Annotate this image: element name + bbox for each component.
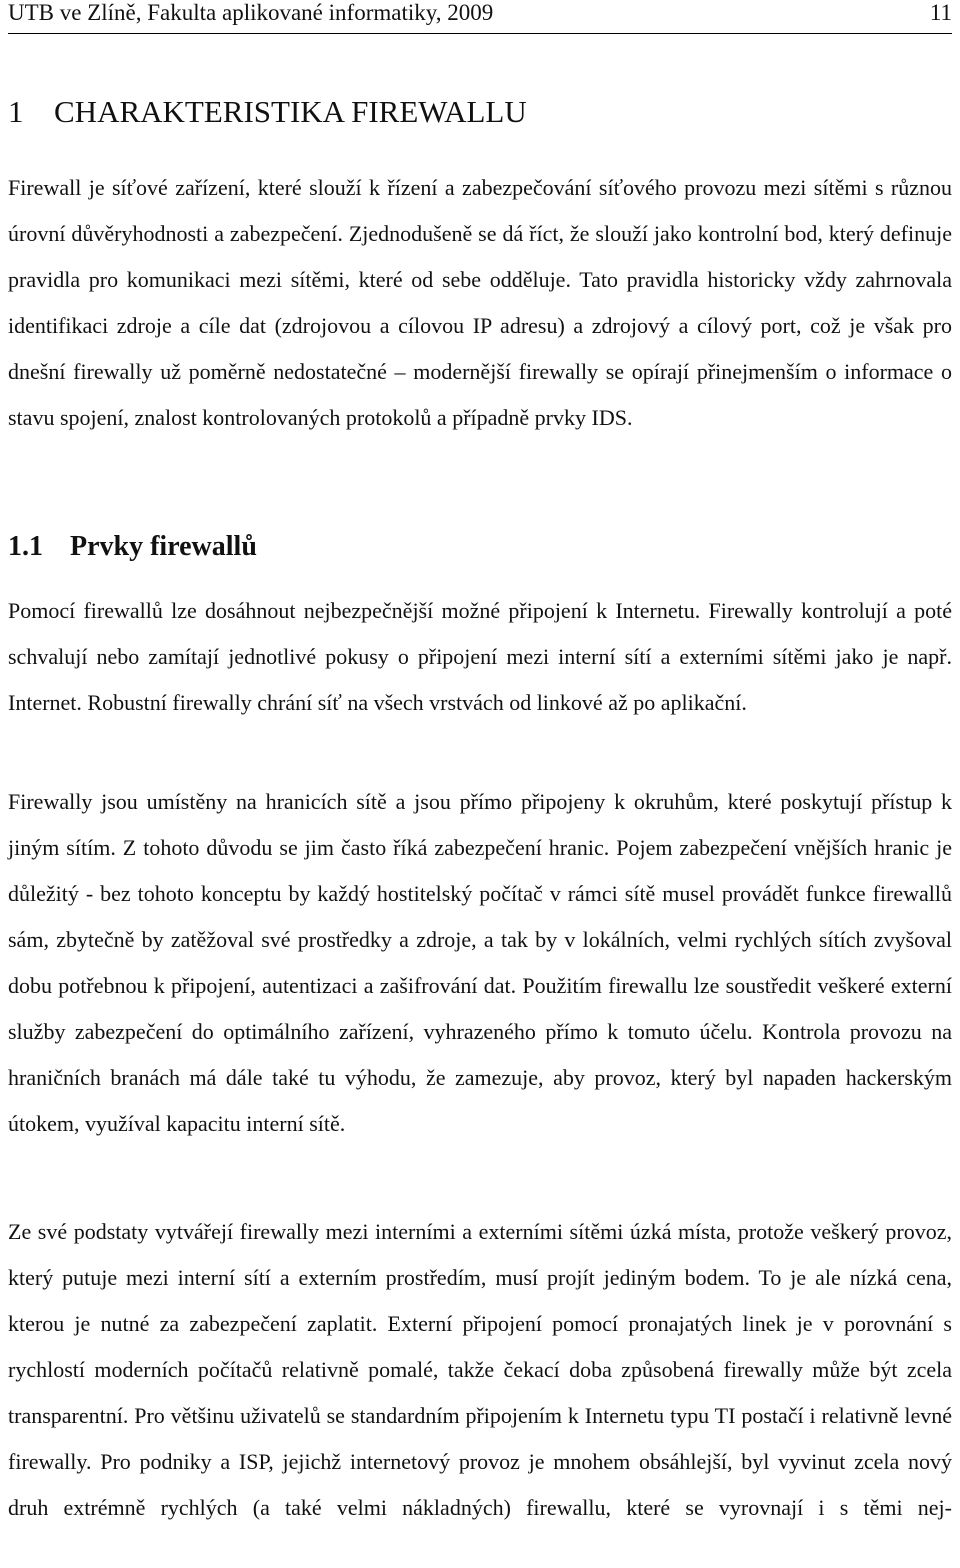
chapter-heading bbox=[8, 94, 527, 130]
section-title: Prvky firewallů bbox=[70, 531, 257, 562]
running-header bbox=[8, 0, 952, 30]
paragraph-intro: Firewall je síťové zařízení, které slouží k řízení a zabezpečování síťového provozu mezi sítěmi s různou úrovní důvěryhodnosti a zabezpečení. Zjednodušeně se dá říct, že slouží jako kontrolní bod, který definuje pravidla pro komunikaci mezi sítěmi, které od sebe odděluje. Tato pravidla historicky vždy zahrnovala identifikaci zdroje a cíle dat (zdrojovou a cílovou IP adresu) a zdrojový a cílový port, což je však pro dnešní firewally už poměrně nedostatečné – modernější firewally se opírají přinejmenším o informace o stavu spojení, znalost kontrolovaných protokolů a případně prvky IDS. bbox=[8, 175, 952, 430]
paragraph-perimeter-security: Firewally jsou umístěny na hranicích sítě a jsou přímo připojeny k okruhům, které poskytují přístup k jiným sítím. Z tohoto důvodu se jim často říká zabezpečení hranic. Pojem zabezpečení vnějších hranic je důležitý - bez tohoto konceptu by každý hostitelský počítač v rámci sítě musel provádět funkce firewallů sám, zbytečně by zatěžoval své prostředky a zdroje, a tak by v lokálních, velmi rychlých sítích zvyšoval dobu potřebnou k připojení, autentizaci a zašifrování dat. Použitím firewallu lze soustředit veškeré externí služby zabezpečení do optimálního zařízení, vyhrazeného přímo k tomuto účelu. Kontrola provozu na hraničních branách má dále také tu výhodu, že zamezuje, aby provoz, který byl napaden hackerským útokem, využíval kapacitu interní sítě. bbox=[8, 789, 952, 1136]
chapter-title: CHARAKTERISTIKA FIREWALLU bbox=[54, 94, 527, 129]
page-number: 11 bbox=[929, 0, 952, 25]
paragraph-firewall-elements: Pomocí firewallů lze dosáhnout nejbezpečnější možné připojení k Internetu. Firewally kontrolují a poté schvalují nebo zamítají jednotlivé pokusy o připojení mezi interní sítí a externími sítěmi jako je např. Internet. Robustní firewally chrání síť na všech vrstvách od linkové až po aplikační. bbox=[8, 598, 952, 715]
chapter-number: 1 bbox=[8, 94, 24, 129]
paragraph-bottlenecks: Ze své podstaty vytvářejí firewally mezi interními a externími sítěmi úzká místa, protože veškerý provoz, který putuje mezi interní sítí a externím prostředím, musí projít jediným bodem. To je ale nízká cena, kterou je nutné za zabezpečení zaplatit. Externí připojení pomocí pronajatých linek je v porovnání s rychlostí moderních počítačů relativně pomalé, takže čekací doba způsobená firewally může být zcela transparentní. Pro většinu uživatelů se standardním připojením k Internetu typu TI postačí i relativně levné firewally. Pro podniky a ISP, jejichž internetový provoz je mnohem obsáhlejší, byl vyvinut zcela nový druh extrémně rychlých (a také velmi nákladných) firewallu, které se vyrovnají i s těmi nej- bbox=[8, 1219, 952, 1520]
header-rule bbox=[8, 33, 952, 34]
section-heading bbox=[8, 527, 257, 567]
section-number: 1.1 bbox=[8, 531, 43, 562]
header-title: UTB ve Zlíně, Fakulta aplikované informatiky, 2009 bbox=[8, 0, 494, 25]
